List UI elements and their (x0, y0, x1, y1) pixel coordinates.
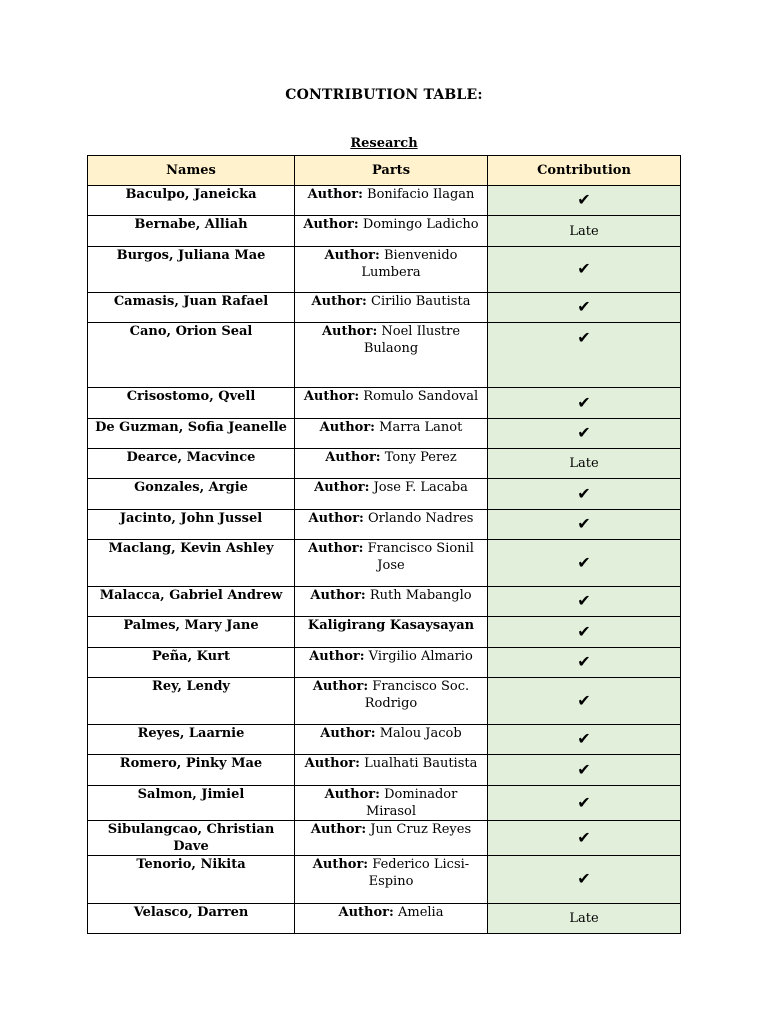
assigned-part (295, 786, 488, 821)
assigned-part (295, 821, 488, 856)
member-name: De Guzman, Sofia Jeanelle (88, 419, 295, 449)
author-label: Author: (310, 822, 367, 837)
contribution-cell (488, 186, 681, 216)
assigned-part (295, 587, 488, 617)
member-name: Velasco, Darren (88, 904, 295, 934)
part-text: Orlando Nadres (368, 511, 474, 526)
author-label: Author: (310, 588, 366, 603)
check-icon: ✔ (577, 423, 591, 442)
author-label: Author: (303, 389, 360, 404)
contribution-cell (488, 755, 681, 786)
assigned-part (295, 247, 488, 293)
author-label: Author: (314, 480, 370, 495)
contribution-cell (488, 247, 681, 293)
author-label: Author: (319, 420, 375, 435)
part-text: Tony Perez (384, 450, 457, 465)
part-text: Kaligirang Kasaysayan (307, 618, 475, 633)
assigned-part (295, 856, 488, 904)
check-icon: ✔ (577, 514, 591, 533)
table-row (88, 323, 681, 388)
contribution-cell (488, 725, 681, 755)
section-title: Research (350, 136, 418, 151)
author-label: Author: (307, 187, 363, 202)
contribution-cell (488, 449, 681, 479)
part-text: Federico Licsi-Espino (368, 857, 470, 889)
contribution-cell (488, 648, 681, 678)
member-name: Gonzales, Argie (88, 479, 295, 510)
contribution-cell (488, 821, 681, 856)
contribution-table (87, 155, 681, 934)
table-row (88, 725, 681, 755)
part-text: Malou Jacob (379, 726, 462, 741)
table-row (88, 388, 681, 419)
table-row (88, 678, 681, 725)
author-label: Author: (312, 857, 369, 872)
assigned-part (295, 186, 488, 216)
table-row (88, 786, 681, 821)
member-name: Camasis, Juan Rafael (88, 293, 295, 323)
member-name: Bernabe, Alliah (88, 216, 295, 247)
check-icon: ✔ (577, 792, 591, 812)
part-text: Lualhati Bautista (364, 756, 478, 771)
assigned-part (295, 449, 488, 479)
author-label: Author: (321, 324, 378, 339)
contribution-cell (488, 388, 681, 419)
author-label: Author: (324, 248, 380, 263)
contribution-cell (488, 540, 681, 587)
check-icon: ✔ (577, 827, 591, 847)
contribution-cell (488, 617, 681, 648)
check-icon: ✔ (577, 621, 591, 641)
part-text: Romulo Sandoval (363, 389, 479, 404)
author-label: Author: (304, 756, 360, 771)
check-icon: ✔ (577, 483, 591, 503)
author-label: Author: (309, 649, 365, 664)
assigned-part (295, 419, 488, 449)
member-name: Burgos, Juliana Mae (88, 247, 295, 293)
assigned-part (295, 725, 488, 755)
table-row (88, 821, 681, 856)
check-icon: ✔ (577, 690, 591, 710)
contribution-cell (488, 293, 681, 323)
part-text: Cirilio Bautista (371, 294, 471, 309)
table-row (88, 540, 681, 587)
assigned-part (295, 479, 488, 510)
check-icon: ✔ (577, 652, 591, 671)
table-body (88, 186, 681, 934)
column-header-parts: Parts (295, 156, 488, 186)
member-name: Tenorio, Nikita (88, 856, 295, 904)
author-label: Author: (320, 726, 376, 741)
assigned-part (295, 293, 488, 323)
member-name: Jacinto, John Jussel (88, 510, 295, 540)
assigned-part (295, 617, 488, 648)
member-name: Sibulangcao, Christian Dave (88, 821, 295, 856)
table-row (88, 510, 681, 540)
assigned-part (295, 755, 488, 786)
check-icon: ✔ (577, 552, 591, 572)
table-row (88, 186, 681, 216)
check-icon: ✔ (577, 729, 591, 748)
part-text: Jose F. Lacaba (373, 480, 468, 495)
table-row (88, 617, 681, 648)
assigned-part (295, 388, 488, 419)
author-label: Author: (308, 511, 364, 526)
member-name: Salmon, Jimiel (88, 786, 295, 821)
part-text: Ruth Mabanglo (369, 588, 472, 603)
check-icon: ✔ (577, 392, 591, 412)
assigned-part (295, 904, 488, 934)
part-text: Jun Cruz Reyes (370, 822, 472, 837)
late-status: Late (569, 456, 599, 471)
check-icon: ✔ (577, 591, 591, 610)
author-label: Author: (324, 787, 380, 802)
late-status: Late (569, 911, 599, 926)
part-text: Bonifacio Ilagan (367, 187, 475, 202)
contribution-cell (488, 856, 681, 904)
member-name: Reyes, Laarnie (88, 725, 295, 755)
member-name: Baculpo, Janeicka (88, 186, 295, 216)
table-row (88, 587, 681, 617)
member-name: Malacca, Gabriel Andrew (88, 587, 295, 617)
table-row (88, 293, 681, 323)
part-text: Francisco Soc. Rodrigo (364, 679, 470, 711)
contribution-cell (488, 419, 681, 449)
member-name: Peña, Kurt (88, 648, 295, 678)
table-row (88, 755, 681, 786)
contribution-cell (488, 510, 681, 540)
author-label: Author: (325, 450, 381, 465)
member-name: Maclang, Kevin Ashley (88, 540, 295, 587)
table-row (88, 479, 681, 510)
check-icon: ✔ (577, 190, 591, 209)
member-name: Crisostomo, Qvell (88, 388, 295, 419)
contribution-cell (488, 904, 681, 934)
member-name: Cano, Orion Seal (88, 323, 295, 388)
table-row (88, 856, 681, 904)
header-row (88, 156, 681, 186)
author-label: Author: (312, 679, 369, 694)
member-name: Palmes, Mary Jane (88, 617, 295, 648)
assigned-part (295, 216, 488, 247)
part-text: Marra Lanot (379, 420, 463, 435)
table-row (88, 904, 681, 934)
column-header-names: Names (88, 156, 295, 186)
page-title: CONTRIBUTION TABLE: (285, 87, 483, 103)
member-name: Romero, Pinky Mae (88, 755, 295, 786)
author-label: Author: (303, 217, 359, 232)
author-label: Author: (338, 905, 394, 920)
contribution-cell (488, 216, 681, 247)
check-icon: ✔ (577, 259, 591, 278)
part-text: Noel Ilustre Bulaong (363, 324, 461, 356)
member-name: Dearce, Macvince (88, 449, 295, 479)
contribution-cell (488, 587, 681, 617)
assigned-part (295, 648, 488, 678)
table-row (88, 216, 681, 247)
assigned-part (295, 540, 488, 587)
part-text: Virgilio Almario (368, 649, 473, 664)
check-icon: ✔ (577, 297, 591, 316)
table-row (88, 419, 681, 449)
contribution-cell (488, 786, 681, 821)
contribution-cell (488, 678, 681, 725)
table-row (88, 648, 681, 678)
member-name: Rey, Lendy (88, 678, 295, 725)
author-label: Author: (308, 541, 364, 556)
check-icon: ✔ (577, 328, 591, 347)
table-row (88, 247, 681, 293)
check-icon: ✔ (577, 759, 591, 779)
part-text: Domingo Ladicho (362, 217, 479, 232)
part-text: Dominador Mirasol (365, 787, 458, 819)
column-header-contribution: Contribution (488, 156, 681, 186)
assigned-part (295, 678, 488, 725)
part-text: Bienvenido Lumbera (361, 248, 458, 280)
contribution-cell (488, 479, 681, 510)
assigned-part (295, 323, 488, 388)
author-label: Author: (311, 294, 367, 309)
late-status: Late (569, 223, 599, 239)
assigned-part (295, 510, 488, 540)
contribution-cell (488, 323, 681, 388)
part-text: Francisco Sionil Jose (367, 541, 474, 573)
check-icon: ✔ (577, 869, 591, 888)
part-text: Amelia (397, 905, 444, 920)
table-row (88, 449, 681, 479)
